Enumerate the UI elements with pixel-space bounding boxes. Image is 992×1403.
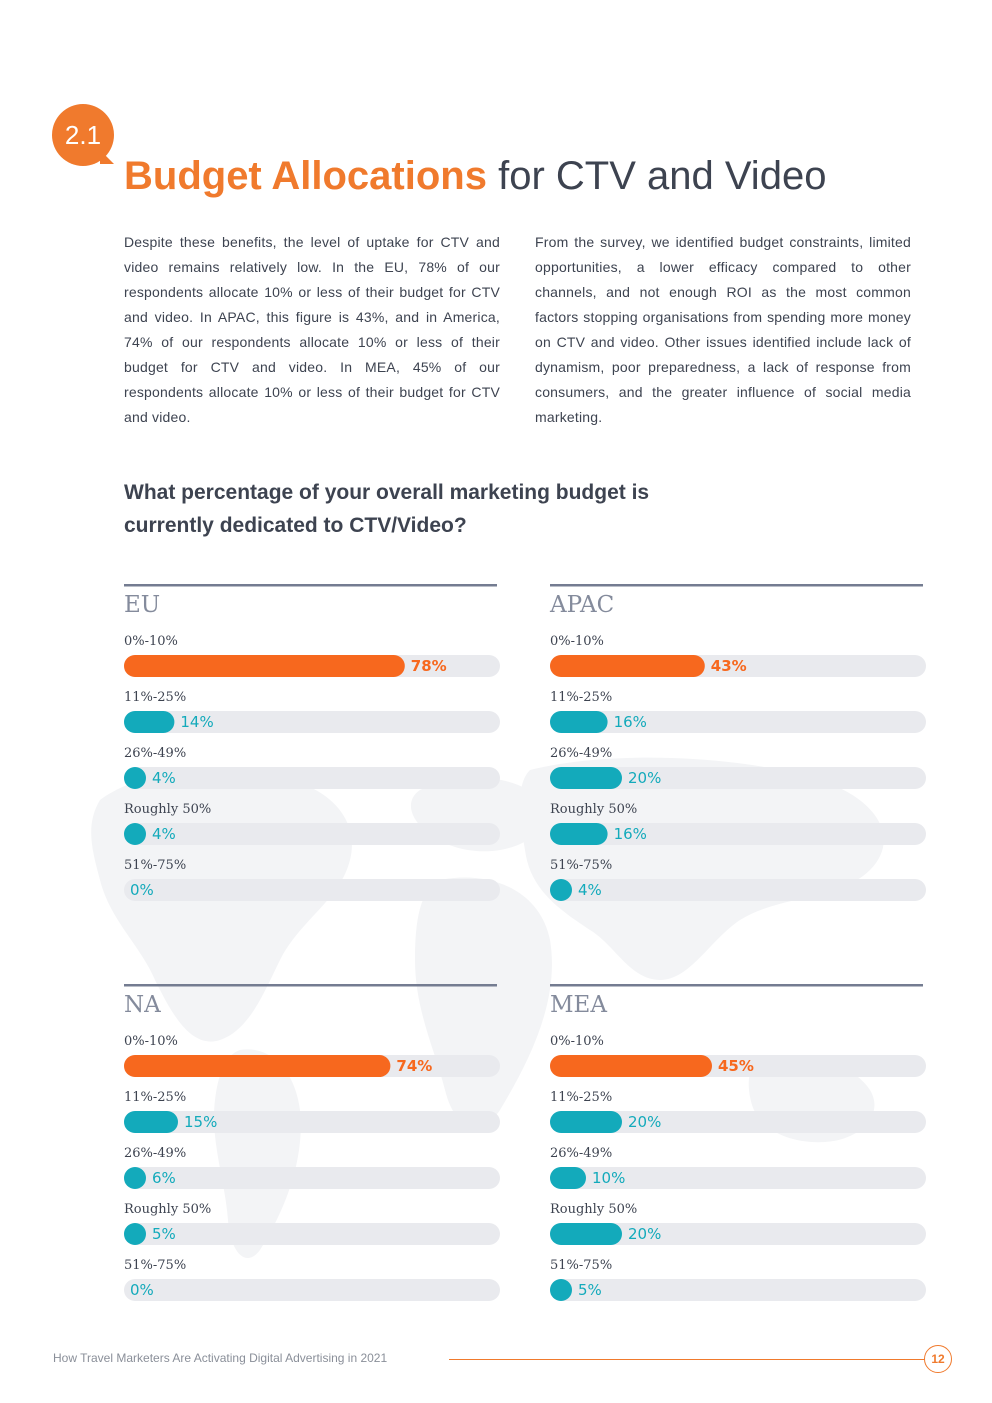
na-value-label: 15% (184, 1113, 218, 1131)
mea-category-label: 51%-75% (550, 1258, 613, 1273)
eu-category-label: Roughly 50% (124, 802, 212, 817)
eu-bar-track (124, 879, 500, 901)
survey-question: What percentage of your overall marketing budget is currently dedicated to CTV/Video? (124, 481, 650, 537)
apac-value-label: 16% (613, 713, 647, 731)
mea-bar (550, 1223, 622, 1245)
apac-bar (550, 879, 572, 901)
eu-category-label: 26%-49% (124, 746, 187, 761)
apac-category-label: Roughly 50% (550, 802, 638, 817)
apac-bar-track (550, 879, 926, 901)
eu-top-rule (124, 584, 497, 587)
apac-category-label: 51%-75% (550, 858, 613, 873)
mea-value-label: 45% (718, 1057, 754, 1075)
apac-bar (550, 767, 622, 789)
eu-bar-track (124, 823, 500, 845)
apac-top-rule (550, 584, 923, 587)
apac-category-label: 26%-49% (550, 746, 613, 761)
mea-value-label: 20% (628, 1113, 662, 1131)
mea-value-label: 10% (592, 1169, 626, 1187)
mea-bar (550, 1055, 712, 1077)
eu-value-label: 4% (152, 769, 176, 787)
na-category-label: 26%-49% (124, 1146, 187, 1161)
na-value-label: 0% (130, 1281, 154, 1299)
eu-value-label: 0% (130, 881, 154, 899)
body-left-column: Despite these benefits, the level of uptake for CTV and video remains relatively low. In the EU, 78% of our respondents allocate 10% or less of their budget for CTV and video. In APAC, this figure is 43%, and in America, 74% of our respondents allocate 10% or less of their budget for CTV and video. In MEA, 45% of our respondents allocate 10% or less of their budget for CTV and video. (124, 234, 500, 425)
section-number: 2.1 (64, 119, 102, 150)
eu-bar-track (124, 767, 500, 789)
title-rest: for CTV and Video (498, 154, 827, 198)
eu-value-label: 78% (410, 657, 447, 675)
mea-category-label: 11%-25% (550, 1090, 613, 1105)
mea-value-label: 20% (628, 1225, 662, 1243)
na-bar (124, 1167, 146, 1189)
footer-title: How Travel Marketers Are Activating Digital Advertising in 2021 (53, 1351, 388, 1365)
apac-value-label: 20% (628, 769, 662, 787)
eu-value-label: 14% (180, 713, 214, 731)
apac-bar (550, 655, 705, 677)
body-right-column: From the survey, we identified budget constraints, limited opportunities, a lower efficacy compared to other channels, and not enough ROI as the most common factors stopping organisations from spending more money on CTV and video. Other issues identified include lack of dynamism, poor preparedness, a lack of response from consumers, and the greater influence of social media marketing. (535, 234, 911, 425)
na-region-title: NA (124, 992, 161, 1018)
na-category-label: Roughly 50% (124, 1202, 212, 1217)
na-category-label: 51%-75% (124, 1258, 187, 1273)
apac-bar (550, 823, 608, 845)
na-bar-track (124, 1111, 500, 1133)
apac-category-label: 11%-25% (550, 690, 613, 705)
apac-category-label: 0%-10% (550, 634, 604, 649)
mea-bar (550, 1167, 586, 1189)
mea-category-label: Roughly 50% (550, 1202, 638, 1217)
na-category-label: 0%-10% (124, 1034, 178, 1049)
na-value-label: 74% (396, 1057, 433, 1075)
mea-category-label: 0%-10% (550, 1034, 604, 1049)
mea-category-label: 26%-49% (550, 1146, 613, 1161)
na-bar-track (124, 1223, 500, 1245)
eu-value-label: 4% (152, 825, 176, 843)
mea-top-rule (550, 984, 923, 987)
apac-value-label: 43% (710, 657, 747, 675)
na-category-label: 11%-25% (124, 1090, 187, 1105)
eu-bar (124, 655, 405, 677)
na-bar (124, 1111, 178, 1133)
apac-value-label: 16% (613, 825, 647, 843)
mea-value-label: 5% (578, 1281, 602, 1299)
apac-region-title: APAC (550, 592, 615, 618)
footer-rule (449, 1359, 925, 1360)
eu-region-title: EU (124, 592, 161, 618)
mea-region-title: MEA (550, 992, 607, 1018)
na-bar-track (124, 1167, 500, 1189)
page-number-label: 12 (931, 1352, 945, 1366)
title-accent: Budget Allocations (124, 154, 487, 198)
eu-bar (124, 823, 146, 845)
na-value-label: 5% (152, 1225, 176, 1243)
eu-bar (124, 767, 146, 789)
eu-bar (124, 711, 174, 733)
na-bar-track (124, 1279, 500, 1301)
apac-bar (550, 711, 608, 733)
na-value-label: 6% (152, 1169, 176, 1187)
na-bar (124, 1223, 146, 1245)
eu-category-label: 51%-75% (124, 858, 187, 873)
na-top-rule (124, 984, 497, 987)
mea-bar-track (550, 1279, 926, 1301)
page-number (924, 1345, 952, 1373)
eu-category-label: 11%-25% (124, 690, 187, 705)
apac-value-label: 4% (578, 881, 602, 899)
mea-bar (550, 1279, 572, 1301)
na-bar (124, 1055, 390, 1077)
mea-bar (550, 1111, 622, 1133)
eu-category-label: 0%-10% (124, 634, 178, 649)
